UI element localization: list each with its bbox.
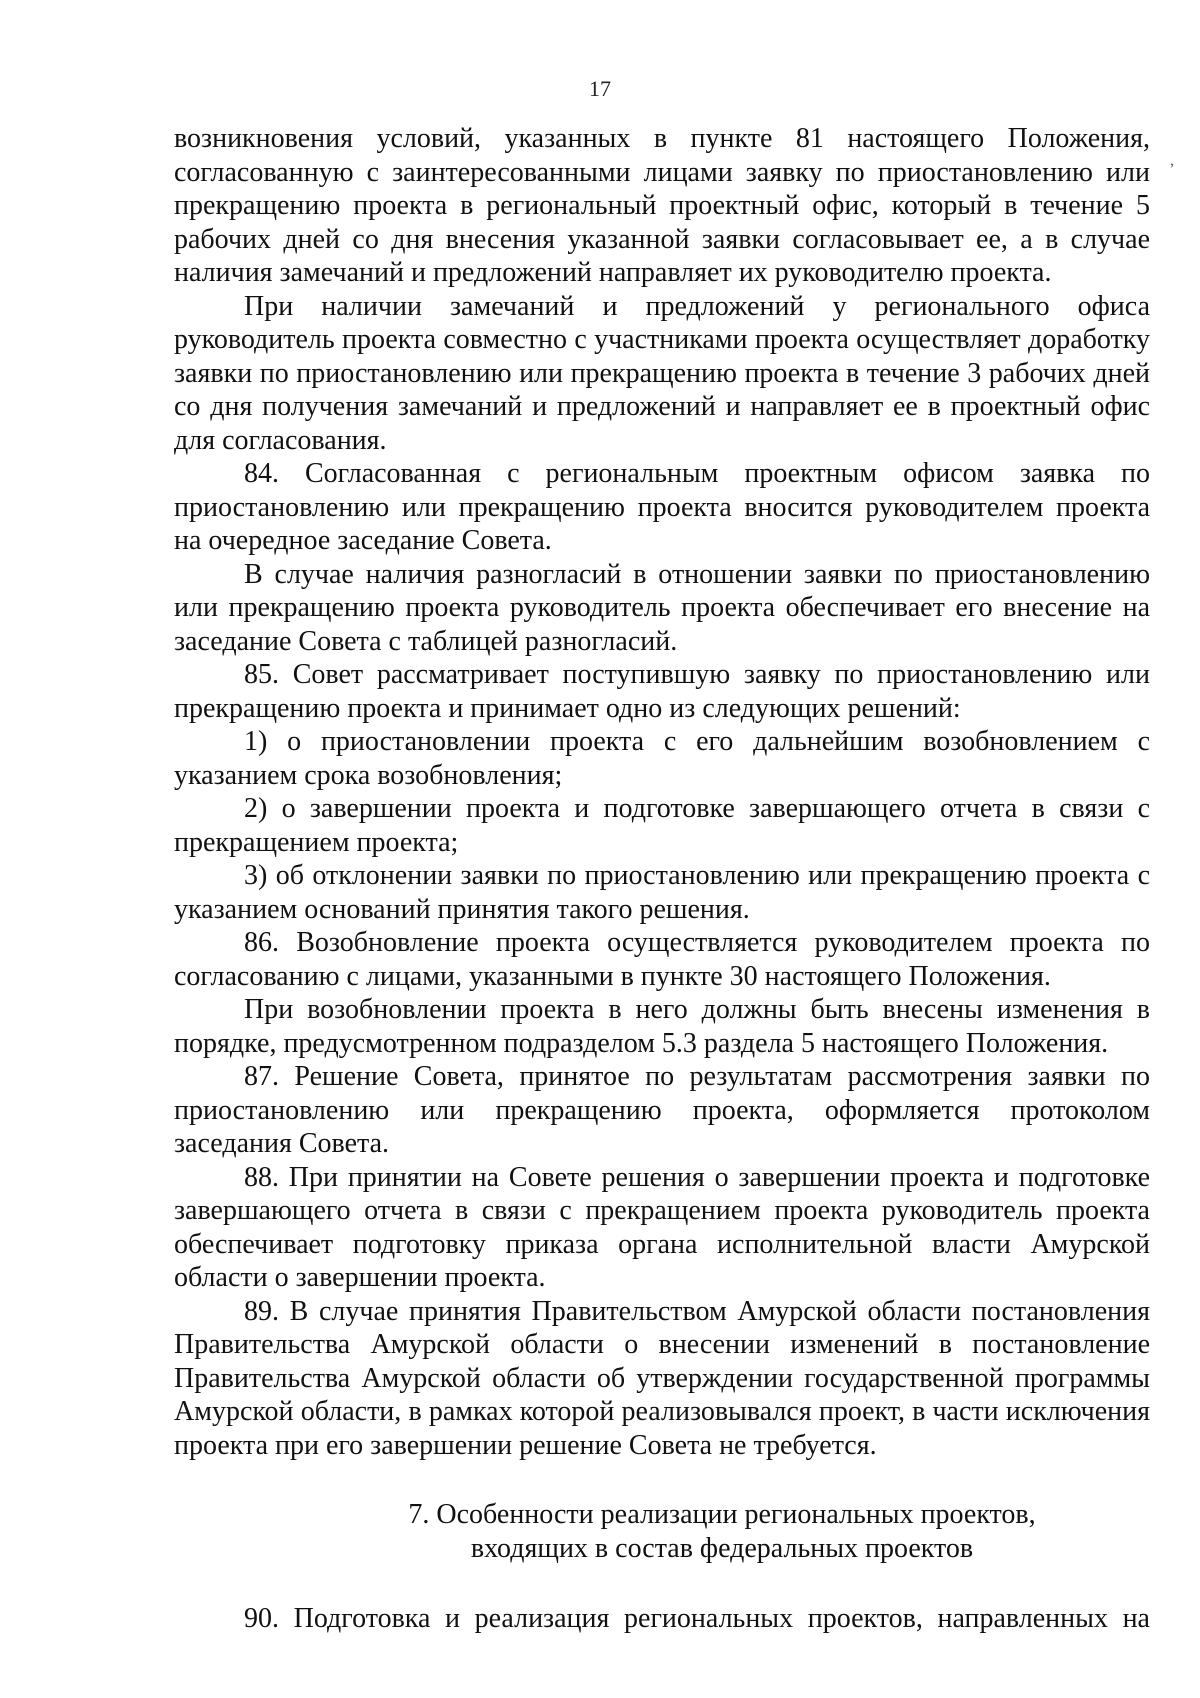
paragraph-88: 88. При принятии на Совете решения о завершении проекта и подготовке завершающего отчета в связи с прекращением проекта руководитель проекта обеспечивает подготовку приказа органа исполнительной власти Амурской области о завершении проекта. bbox=[174, 1161, 1150, 1293]
margin-mark: , bbox=[1170, 152, 1174, 169]
list-item-3: 3) об отклонении заявки по приостановлению или прекращению проекта с указанием оснований принятия такого решения. bbox=[174, 860, 1150, 925]
paragraph-85: 85. Совет рассматривает поступившую заявку по приостановлению или прекращению проекта и принимает одно из следующих решений: bbox=[174, 659, 1150, 724]
paragraph: При наличии замечаний и предложений у регионального офиса руководитель проекта совместно с участниками проекта осуществляет доработку заявки по приостановлению или прекращению проекта в течение 3 рабочих дней со дня получения замечаний и предложений и направляет ее в проектный офис для согласования. bbox=[174, 290, 1150, 456]
list-item-1: 1) о приостановлении проекта с его дальнейшим возобновлением с указанием срока возобновления; bbox=[174, 726, 1150, 791]
section-title bbox=[174, 1498, 1150, 1566]
paragraph-84: 84. Согласованная с региональным проектным офисом заявка по приостановлению или прекращению проекта вносится руководителем проекта на очередное заседание Совета. bbox=[174, 458, 1150, 556]
paragraph: При возобновлении проекта в него должны быть внесены изменения в порядке, предусмотренном подразделом 5.3 раздела 5 настоящего Положения. bbox=[174, 994, 1150, 1059]
document-body bbox=[174, 122, 1150, 1636]
paragraph-87: 87. Решение Совета, принятое по результатам рассмотрения заявки по приостановлению или прекращению проекта, оформляется протоколом заседания Совета. bbox=[174, 1061, 1150, 1159]
page-number: 17 bbox=[589, 76, 611, 101]
paragraph-86: 86. Возобновление проекта осуществляется руководителем проекта по согласованию с лицами, указанными в пункте 30 настоящего Положения. bbox=[174, 927, 1150, 992]
paragraph: В случае наличия разногласий в отношении заявки по приостановлению или прекращению проекта руководитель проекта обеспечивает его внесение на заседание Совета с таблицей разногласий. bbox=[174, 558, 1150, 657]
list-item-2: 2) о завершении проекта и подготовке завершающего отчета в связи с прекращением проекта; bbox=[174, 793, 1150, 858]
paragraph-89: 89. В случае принятия Правительством Амурской области постановления Правительства Амурской области о внесении изменений в постановление Правительства Амурской области об утверждении государственной программы Амурской области, в рамках которой реализовывался проект, в части исключения проекта при его завершении решение Совета не требуется. bbox=[174, 1295, 1150, 1461]
paragraph-continuation: возникновения условий, указанных в пункте 81 настоящего Положения, согласованную с заинтересованными лицами заявку по приостановлению или прекращению проекта в региональный проектный офис, который в течение 5 рабочих дней со дня внесения указанной заявки согласовывает ее, а в случае наличия замечаний и предложений направляет их руководителю проекта. bbox=[174, 123, 1150, 288]
section-title-line-2: входящих в состав федеральных проектов bbox=[470, 1533, 974, 1564]
section-title-line-1: 7. Особенности реализации региональных проектов, bbox=[408, 1499, 1036, 1530]
paragraph-90: 90. Подготовка и реализация региональных проектов, направленных на bbox=[244, 1603, 1150, 1634]
